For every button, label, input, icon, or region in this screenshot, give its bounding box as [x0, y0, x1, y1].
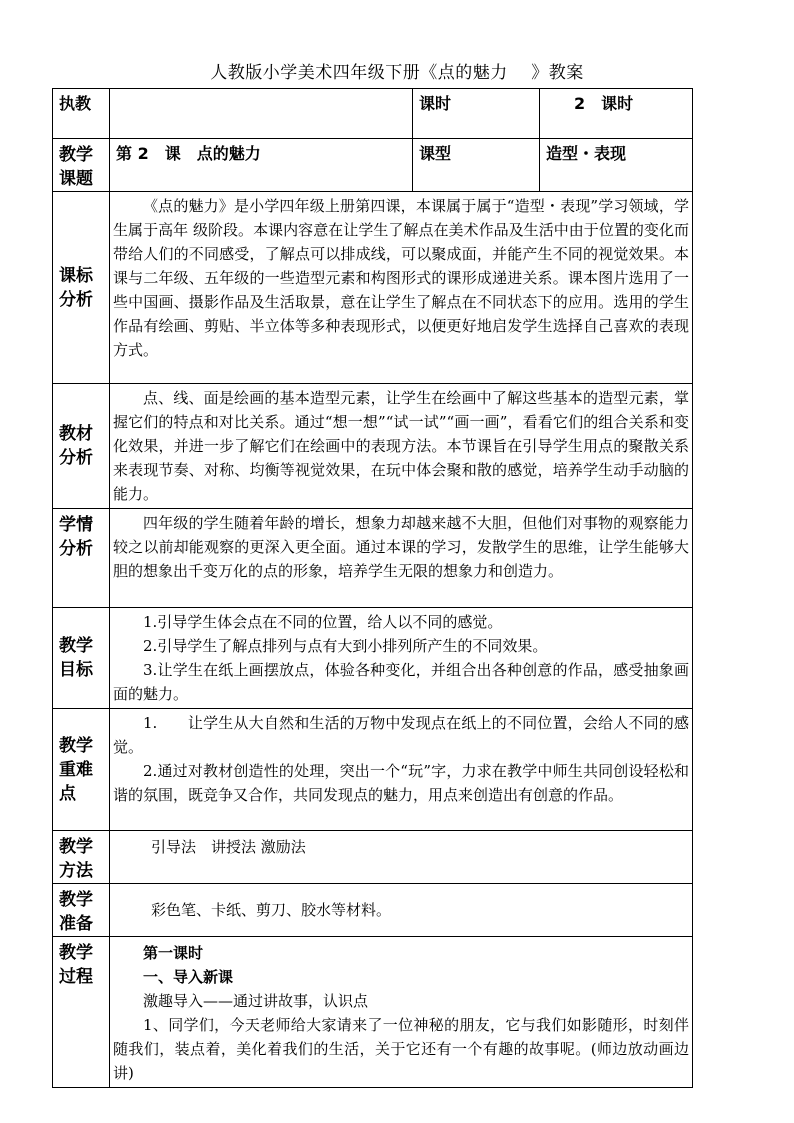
key-points-cell [110, 709, 693, 831]
process-intro: 激趣导入——通过讲故事，认识点 [143, 992, 369, 1010]
key-point-item: 2.通过对教材创造性的处理，突出一个“玩”字，力求在教学中师生共同创设轻松和谐的氛围，既竞争又合作，共同发现点的魅力，用点来创造出有创意的作品。 [113, 762, 689, 804]
hours-label: 课时 [413, 89, 540, 139]
students-cell [110, 509, 693, 608]
preparation-cell [110, 884, 693, 937]
preparation-text: 彩色笔、卡纸、剪刀、胶水等材料。 [151, 901, 392, 919]
row-teacher [53, 89, 693, 139]
material-label: 教材分析 [53, 384, 110, 509]
methods-cell [110, 831, 693, 884]
lesson-plan-table [52, 88, 693, 1088]
hours-value: 2 课时 [540, 89, 693, 139]
goal-item: 3.让学生在纸上画摆放点，体验各种变化，并组合出各种创意的作品，感受抽象画面的魅力。 [113, 661, 689, 703]
row-curriculum [53, 192, 693, 384]
type-label: 课型 [413, 139, 540, 192]
row-students [53, 509, 693, 608]
students-text: 四年级的学生随着年龄的增长，想象力却越来越不大胆，但他们对事物的观察能力较之以前却能观察的更深入更全面。通过本课的学习，发散学生的思维，让学生能够大胆的想象出千变万化的点的形象，培养学生无限的想象力和创造力。 [113, 514, 689, 580]
preparation-label: 教学准备 [53, 884, 110, 937]
curriculum-cell [110, 192, 693, 384]
curriculum-label: 课标分析 [53, 192, 110, 384]
methods-label: 教学方法 [53, 831, 110, 884]
goals-cell [110, 608, 693, 709]
process-lesson: 第一课时 [143, 944, 204, 962]
row-goals [53, 608, 693, 709]
topic-value: 第 2 课 点的魅力 [110, 139, 413, 192]
teacher-label: 执教 [53, 89, 110, 139]
students-label: 学情分析 [53, 509, 110, 608]
row-material [53, 384, 693, 509]
row-key-points [53, 709, 693, 831]
row-topic [53, 139, 693, 192]
material-cell [110, 384, 693, 509]
material-text: 点、线、面是绘画的基本造型元素，让学生在绘画中了解这些基本的造型元素，掌握它们的特点和对比关系。通过“想一想”“试一试”“画一画”，看看它们的组合关系和变化效果，并进一步了解它们在绘画中的表现方法。本节课旨在引导学生用点的聚散关系来表现节奏、对称、均衡等视觉效果，在玩中体会聚和散的感觉，培养学生动手动脑的能力。 [113, 389, 689, 503]
type-value: 造型・表现 [540, 139, 693, 192]
process-cell [110, 937, 693, 1088]
goal-item: 2.引导学生了解点排列与点有大到小排列所产生的不同效果。 [143, 637, 548, 655]
process-para: 1、同学们，今天老师给大家请来了一位神秘的朋友，它与我们如影随形，时刻伴随我们，装点着，美化着我们的生活，关于它还有一个有趣的故事呢。(师边放动画边讲) [113, 1016, 689, 1082]
goal-item: 1.引导学生体会点在不同的位置，给人以不同的感觉。 [143, 613, 503, 631]
key-point-item: 1. 让学生从大自然和生活的万物中发现点在纸上的不同位置，会给人不同的感觉。 [113, 714, 689, 756]
process-step: 一、导入新课 [143, 968, 234, 986]
process-label: 教学过程 [53, 937, 110, 1088]
row-preparation [53, 884, 693, 937]
curriculum-text: 《点的魅力》是小学四年级上册第四课，本课属于属于“造型・表现”学习领域，学生属于高年 级阶段。本课内容意在让学生了解点在美术作品及生活中由于位置的变化而带给人们的不同感受，了解点可以排成线，可以聚成面，并能产生不同的视觉效果。本课与二年级、五年级的一些造型元素和构图形式的课形成递进关系。课本图片选用了一些中国画、摄影作品及生活取景，意在让学生了解点在不同状态下的应用。选用的学生作品有绘画、剪贴、半立体等多种表现形式，以便更好地启发学生选择自己喜欢的表现方式。 [113, 197, 689, 359]
goals-label: 教学目标 [53, 608, 110, 709]
document-title: 人教版小学美术四年级下册《点的魅力 》教案 [210, 63, 584, 83]
row-methods [53, 831, 693, 884]
topic-label: 教学课题 [53, 139, 110, 192]
row-process [53, 937, 693, 1088]
key-points-label: 教学重难点 [53, 709, 110, 831]
methods-text: 引导法 讲授法 激励法 [151, 838, 306, 856]
teacher-value [110, 89, 413, 139]
